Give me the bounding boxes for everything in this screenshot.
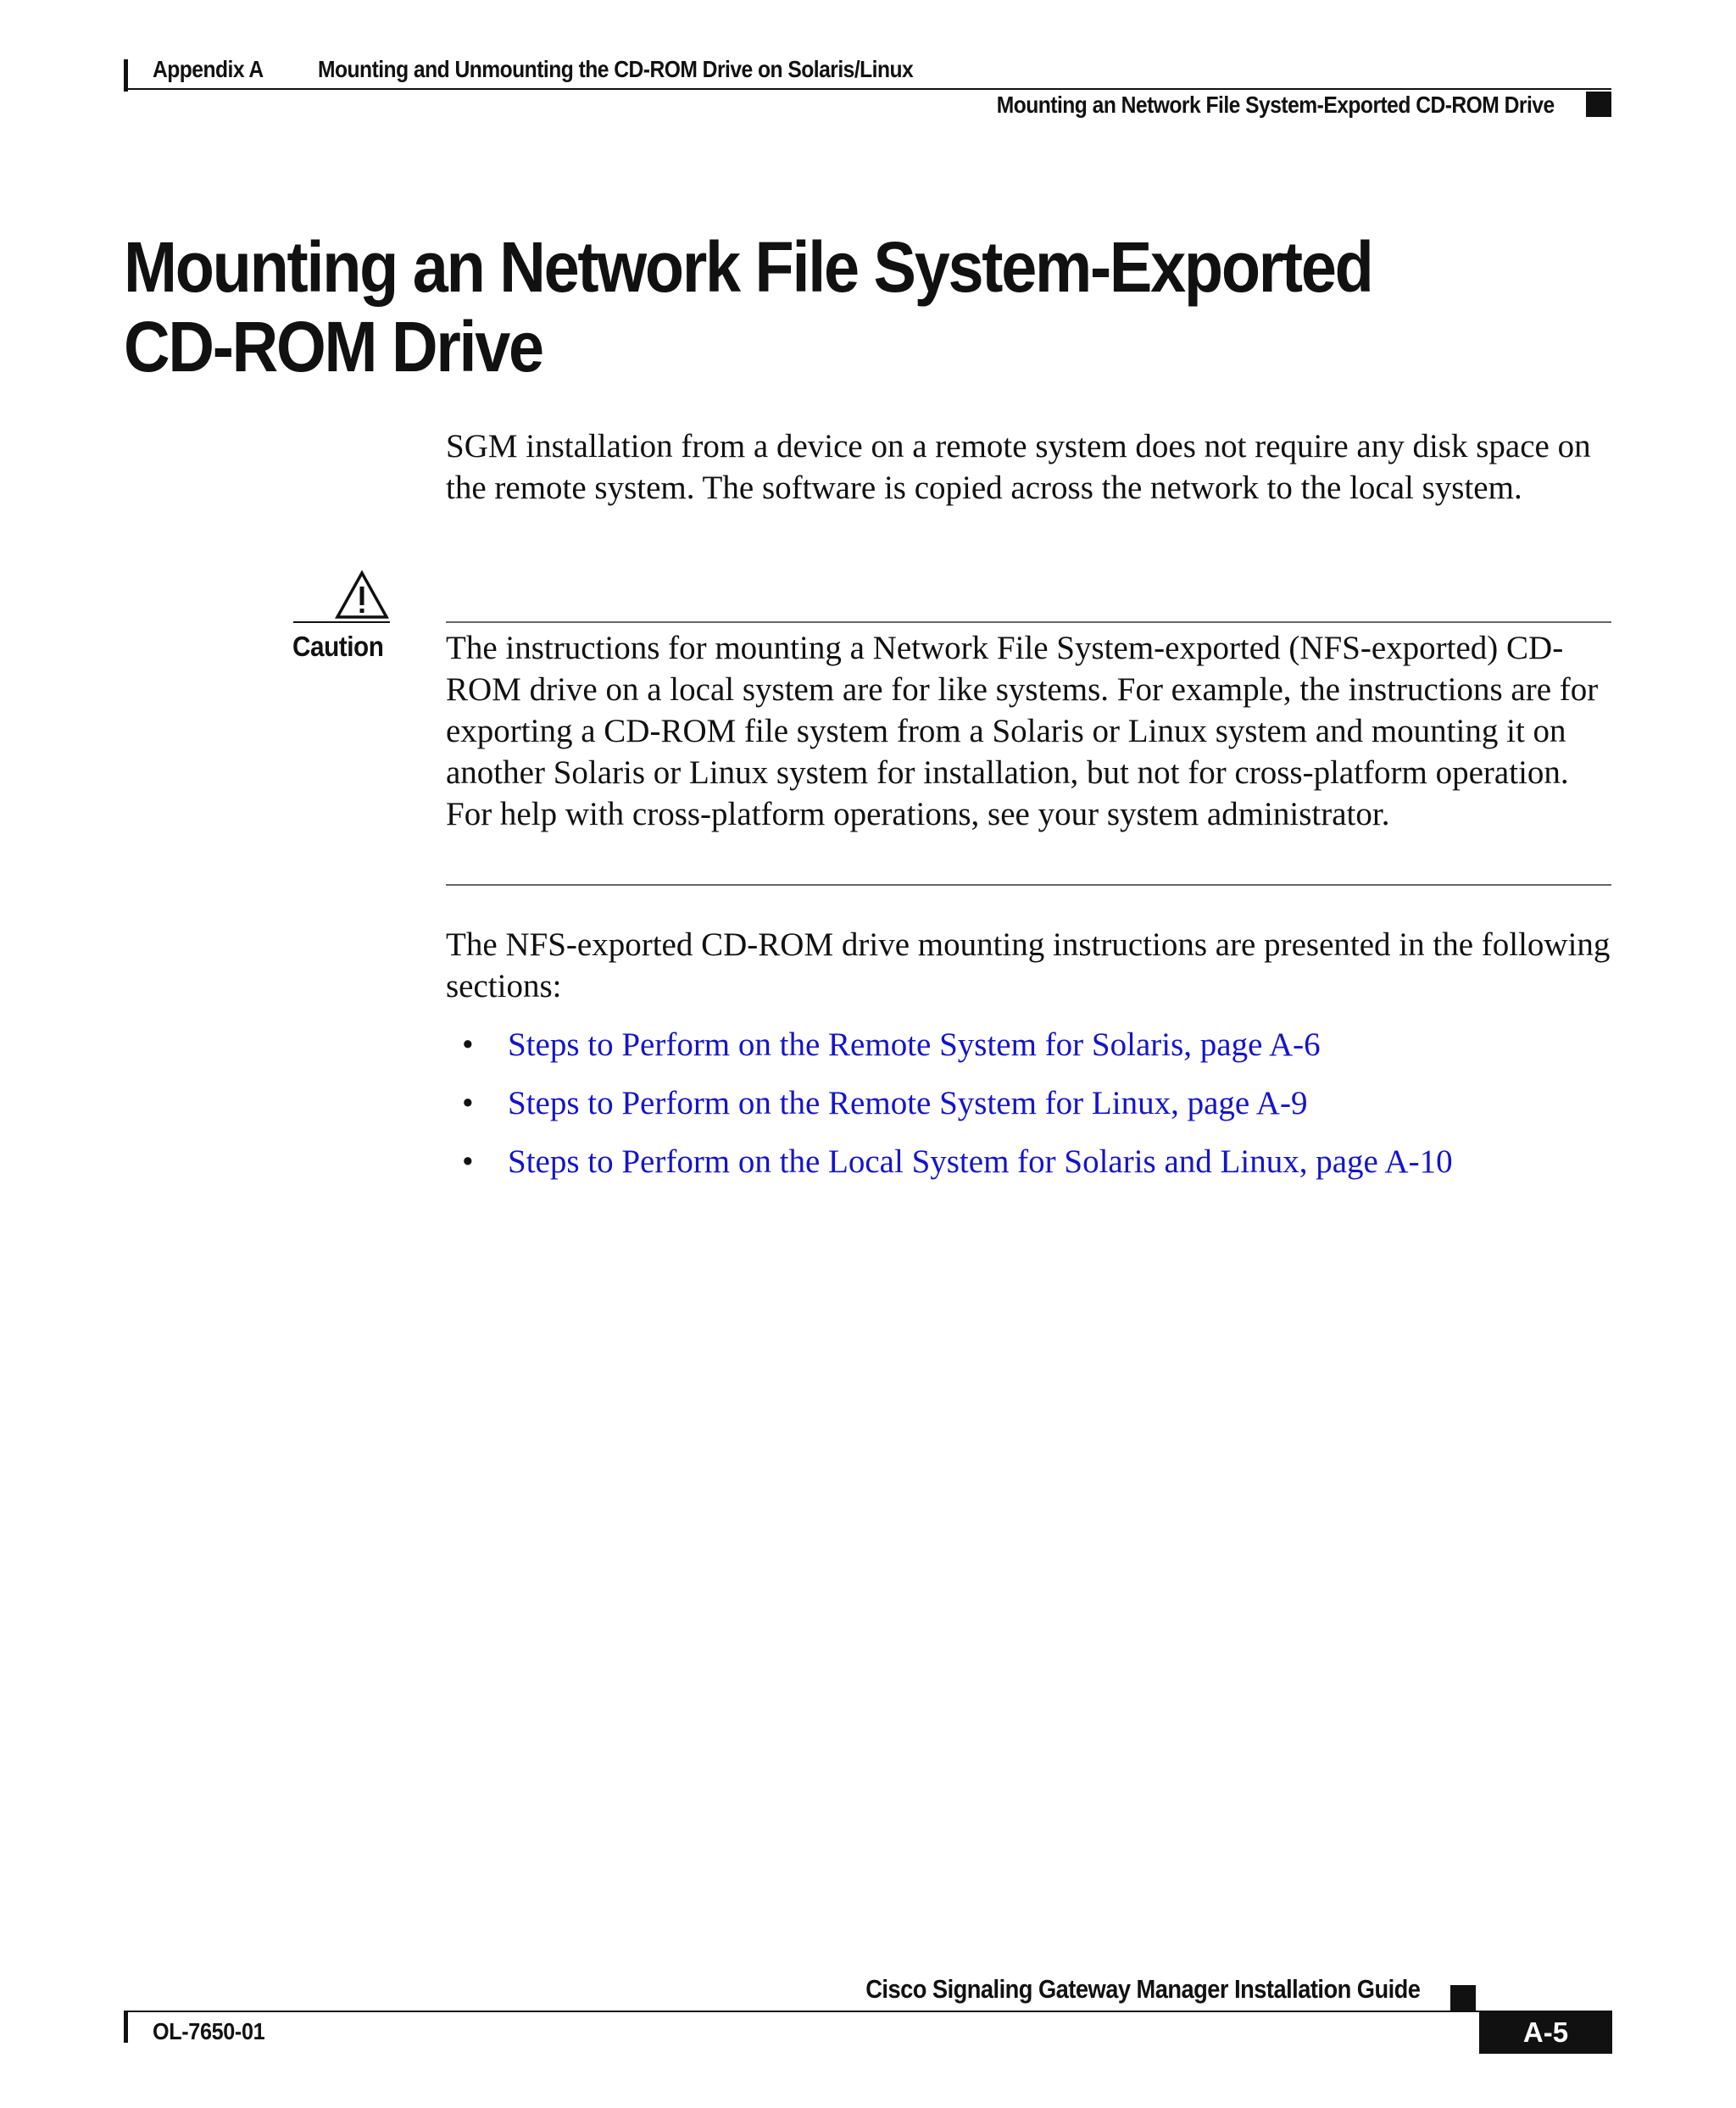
intro-paragraph: SGM installation from a device on a remote system does not require any disk space on the remote system. The software is copied across the network to the local system. <box>446 428 1591 506</box>
warning-triangle-icon <box>334 570 390 620</box>
bullet: • <box>462 1085 474 1121</box>
footer-doc-number: OL-7650-01 <box>153 2018 265 2044</box>
header-chapter-title: Mounting and Unmounting the CD-ROM Drive on Solaris/Linux <box>318 56 914 82</box>
header-square-marker <box>1586 92 1611 117</box>
section-link-list <box>446 1024 1616 1199</box>
bullet: • <box>462 1143 474 1180</box>
list-item <box>446 1141 1616 1199</box>
page-title-line-2: CD-ROM Drive <box>124 307 542 387</box>
link-remote-solaris[interactable]: Steps to Perform on the Remote System for Solaris, page A-6 <box>508 1026 1321 1063</box>
sections-lead-paragraph: The NFS-exported CD-ROM drive mounting instructions are presented in the following sections: <box>446 926 1611 1004</box>
caution-icon-rule <box>293 621 390 623</box>
caution-top-rule <box>446 621 1611 623</box>
list-item <box>446 1024 1616 1082</box>
caution-bottom-rule <box>446 884 1611 886</box>
caution-text: The instructions for mounting a Network File System-exported (NFS-exported) CD-ROM drive on a local system are for like systems. For example, the instructions are for exporting a CD-ROM file system from a Solaris or Linux system and mounting it on another Solaris or Linux system for installation, but not for cross-platform operation. For help with cross-platform operations, see your system administrator. <box>446 630 1599 832</box>
bullet: • <box>462 1026 474 1063</box>
header-appendix: Appendix A <box>153 56 264 82</box>
header-rule <box>128 88 1611 90</box>
footer-square-marker <box>1450 1985 1476 2011</box>
footer-guide-title: Cisco Signaling Gateway Manager Installation Guide <box>865 1974 1420 2004</box>
page-number-badge: A-5 <box>1479 2011 1612 2054</box>
footer-marker-bar <box>124 2011 128 2043</box>
page-title-line-1: Mounting an Network File System-Exported <box>124 227 1372 307</box>
footer-rule <box>128 2011 1480 2012</box>
list-item <box>446 1082 1616 1141</box>
link-remote-linux[interactable]: Steps to Perform on the Remote System for Linux, page A-9 <box>508 1085 1308 1121</box>
header-section-title: Mounting an Network File System-Exported CD-ROM Drive <box>997 92 1555 118</box>
caution-label: Caution <box>292 631 384 662</box>
page-title <box>124 227 1466 387</box>
header-marker-bar <box>124 59 128 92</box>
link-local-solaris-linux[interactable]: Steps to Perform on the Local System for Solaris and Linux, page A-10 <box>508 1143 1453 1180</box>
